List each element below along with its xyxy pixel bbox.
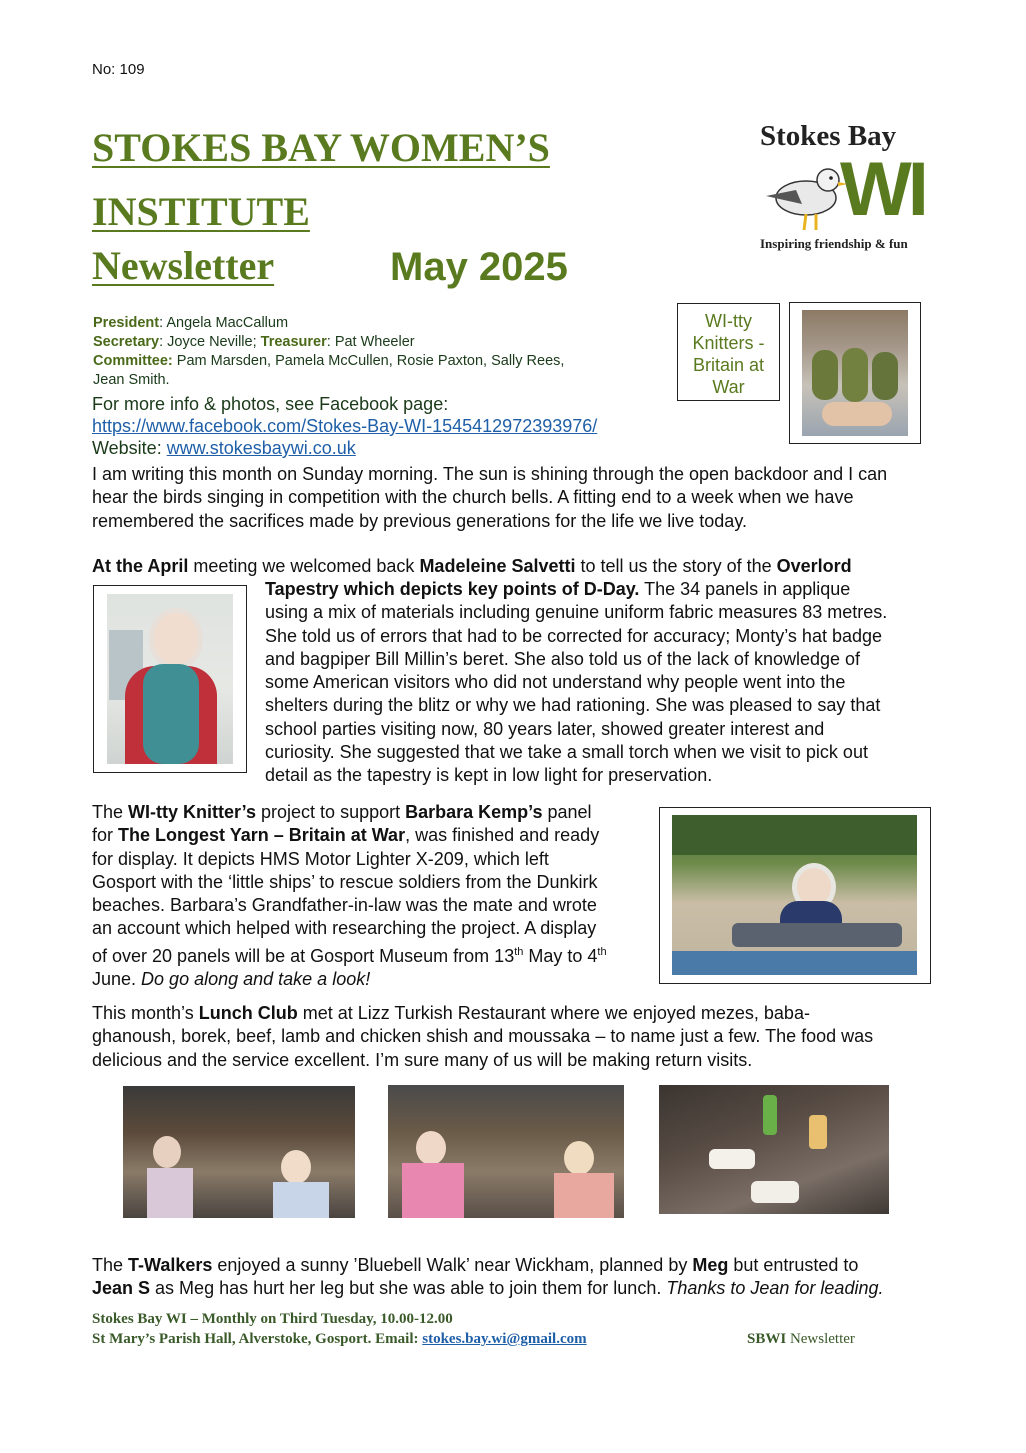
walkers-bold-jean: Jean S bbox=[92, 1278, 151, 1299]
lunch-photo-3 bbox=[659, 1085, 889, 1214]
april-line: curiosity. She suggested that we take a small torch when we visit to pick out bbox=[265, 742, 868, 763]
knitters-italic: Do go along and take a look! bbox=[141, 969, 371, 990]
callout-line-2: Knitters - bbox=[692, 333, 765, 353]
knitters-line: beaches. Barbara’s Grandfather-in-law was the mate and wrote bbox=[92, 895, 597, 916]
logo-mark: WI bbox=[840, 147, 925, 232]
committee-label: Committee: bbox=[93, 353, 173, 369]
april-body bbox=[265, 578, 945, 788]
title-line-1: STOKES BAY WOMEN’S bbox=[92, 125, 550, 170]
committee-block bbox=[93, 314, 653, 390]
lunch-line: delicious and the service excellent. I’m sure many of us will be making return visits. bbox=[92, 1049, 753, 1070]
knitted-soldiers-photo bbox=[802, 310, 908, 436]
secretary-label: Secretary bbox=[93, 334, 160, 350]
lunch-bold: Lunch Club bbox=[198, 1003, 298, 1023]
lunch-text: met at Lizz Turkish Restaurant where we enjoyed mezes, baba- bbox=[297, 1003, 810, 1023]
april-first-line bbox=[92, 555, 942, 578]
lunch-photo-2 bbox=[388, 1085, 624, 1218]
speaker-photo bbox=[107, 594, 233, 764]
intro-line-1: I am writing this month on Sunday morning. The sun is shining through the open backdoor and I can bbox=[92, 464, 888, 484]
title-newsletter: Newsletter bbox=[92, 243, 275, 288]
knitters-text: May to 4 bbox=[523, 945, 598, 966]
april-text-1: meeting we welcomed back bbox=[188, 556, 420, 576]
treasurer-name: : Pat Wheeler bbox=[326, 334, 415, 350]
footer-newsletter-label: Newsletter bbox=[786, 1331, 855, 1347]
issue-date: May 2025 bbox=[390, 245, 568, 289]
website-link[interactable]: www.stokesbaywi.co.uk bbox=[166, 438, 356, 458]
walkers-paragraph bbox=[92, 1254, 952, 1301]
intro-paragraph bbox=[92, 463, 942, 533]
lunch-line: ghanoush, borek, beef, lamb and chicken shish and moussaka – to name just a few. The food was bbox=[92, 1026, 874, 1047]
lunch-club-paragraph bbox=[92, 1002, 952, 1072]
president-label: President bbox=[93, 315, 160, 331]
april-bold-1: At the April bbox=[92, 556, 189, 576]
knitters-text: project to support bbox=[256, 802, 406, 822]
knitters-line: for display. It depicts HMS Motor Lighter X-209, which left bbox=[92, 848, 549, 869]
president-name: : Angela MacCallum bbox=[159, 315, 289, 331]
committee-members-2: Jean Smith. bbox=[93, 372, 170, 388]
lunch-photo-1 bbox=[123, 1086, 355, 1218]
page-number: No: 109 bbox=[92, 61, 145, 78]
website-label: Website: bbox=[92, 438, 167, 458]
knitters-text: The bbox=[92, 802, 129, 822]
knitters-paragraph bbox=[92, 801, 652, 991]
walkers-bold: T-Walkers bbox=[128, 1255, 213, 1275]
walkers-text: but entrusted to bbox=[728, 1255, 859, 1275]
callout-line-4: War bbox=[712, 377, 745, 397]
committee-members: Pam Marsden, Pamela McCullen, Rosie Paxton, Sally Rees, bbox=[172, 353, 565, 369]
walkers-italic: Thanks to Jean for leading. bbox=[666, 1278, 884, 1299]
april-text-3: The 34 panels in applique bbox=[639, 579, 851, 599]
barbara-photo-frame bbox=[659, 807, 931, 984]
knitters-callout-box bbox=[677, 303, 780, 401]
knitters-line: an account which helped with researching the project. A display bbox=[92, 918, 597, 939]
callout-line-1: WI-tty bbox=[705, 311, 752, 331]
knitted-soldiers-photo-frame bbox=[789, 302, 921, 444]
intro-line-2: hear the birds singing in competition with the church bells. A fitting end to a week when we have bbox=[92, 487, 854, 508]
knitters-text: for bbox=[92, 825, 119, 846]
knitters-bold-project: The Longest Yarn – Britain at War bbox=[118, 825, 406, 846]
walkers-text: as Meg has hurt her leg but she was able to join them for lunch. bbox=[150, 1278, 667, 1299]
april-text-2: to tell us the story of the bbox=[575, 556, 777, 576]
lunch-text: This month’s bbox=[92, 1003, 199, 1023]
april-line: some American visitors who did not understand why people went into the bbox=[265, 672, 846, 693]
knitters-text: panel bbox=[542, 802, 592, 822]
speaker-name: Madeleine Salvetti bbox=[419, 556, 576, 576]
knitters-text: June. bbox=[92, 969, 142, 990]
speaker-photo-frame bbox=[93, 585, 247, 773]
seagull-icon bbox=[756, 156, 846, 236]
footer-brand bbox=[747, 1329, 855, 1349]
links-block bbox=[92, 393, 597, 459]
facebook-intro: For more info & photos, see Facebook page: bbox=[92, 394, 449, 414]
logo-name: Stokes Bay bbox=[760, 120, 897, 152]
knitters-line: Gosport with the ‘little ships’ to rescue soldiers from the Dunkirk bbox=[92, 871, 598, 892]
footer-email-link[interactable]: stokes.bay.wi@gmail.com bbox=[422, 1331, 587, 1347]
knitters-bold-name: Barbara Kemp’s bbox=[405, 802, 543, 822]
callout-line-3: Britain at bbox=[692, 355, 765, 375]
title-line-2: INSTITUTE bbox=[92, 189, 310, 234]
knitters-bold-group: WI-tty Knitter’s bbox=[128, 802, 257, 822]
walkers-text: The bbox=[92, 1255, 129, 1275]
april-bold-overlord: Overlord bbox=[776, 556, 852, 576]
april-bold-tapestry: Tapestry which depicts key points of D-Day. bbox=[265, 579, 640, 599]
logo-tagline: Inspiring friendship & fun bbox=[760, 236, 908, 251]
april-line: using a mix of materials including genuine uniform fabric measures 83 metres. bbox=[265, 602, 888, 623]
footer-meeting-info: Stokes Bay WI – Monthly on Third Tuesday, 10.00-12.00 bbox=[92, 1311, 453, 1327]
april-line: shelters during the blitz or why we had rationing. She was pleased to say that bbox=[265, 695, 881, 716]
stokes-bay-wi-logo bbox=[756, 120, 936, 260]
superscript: th bbox=[597, 945, 607, 958]
walkers-text: enjoyed a sunny ’Bluebell Walk’ near Wickham, planned by bbox=[212, 1255, 693, 1275]
footer bbox=[92, 1309, 587, 1349]
intro-line-3: remembered the sacrifices made by previous generations for the life we live today. bbox=[92, 510, 747, 531]
superscript: th bbox=[514, 945, 524, 958]
facebook-link[interactable]: https://www.facebook.com/Stokes-Bay-WI-1545412972393976/ bbox=[92, 416, 598, 436]
secretary-name: : Joyce Neville; bbox=[159, 334, 261, 350]
april-line: school parties visiting now, 80 years later, showed greater interest and bbox=[265, 718, 825, 739]
knitters-text: of over 20 panels will be at Gosport Museum from 13 bbox=[92, 945, 515, 966]
april-line: and bagpiper Bill Millin’s beret. She also told us of the lack of knowledge of bbox=[265, 648, 861, 669]
treasurer-label: Treasurer bbox=[260, 334, 327, 350]
knitters-text: , was finished and ready bbox=[405, 825, 600, 846]
footer-venue: St Mary’s Parish Hall, Alverstoke, Gosport. Email: bbox=[92, 1331, 423, 1347]
barbara-photo bbox=[672, 815, 917, 975]
footer-sbwi: SBWI bbox=[747, 1331, 787, 1347]
april-line: She told us of errors that had to be corrected for accuracy; Monty’s hat badge bbox=[265, 625, 883, 646]
april-line: detail as the tapestry is kept in low light for preservation. bbox=[265, 765, 713, 786]
walkers-bold-meg: Meg bbox=[692, 1255, 729, 1275]
